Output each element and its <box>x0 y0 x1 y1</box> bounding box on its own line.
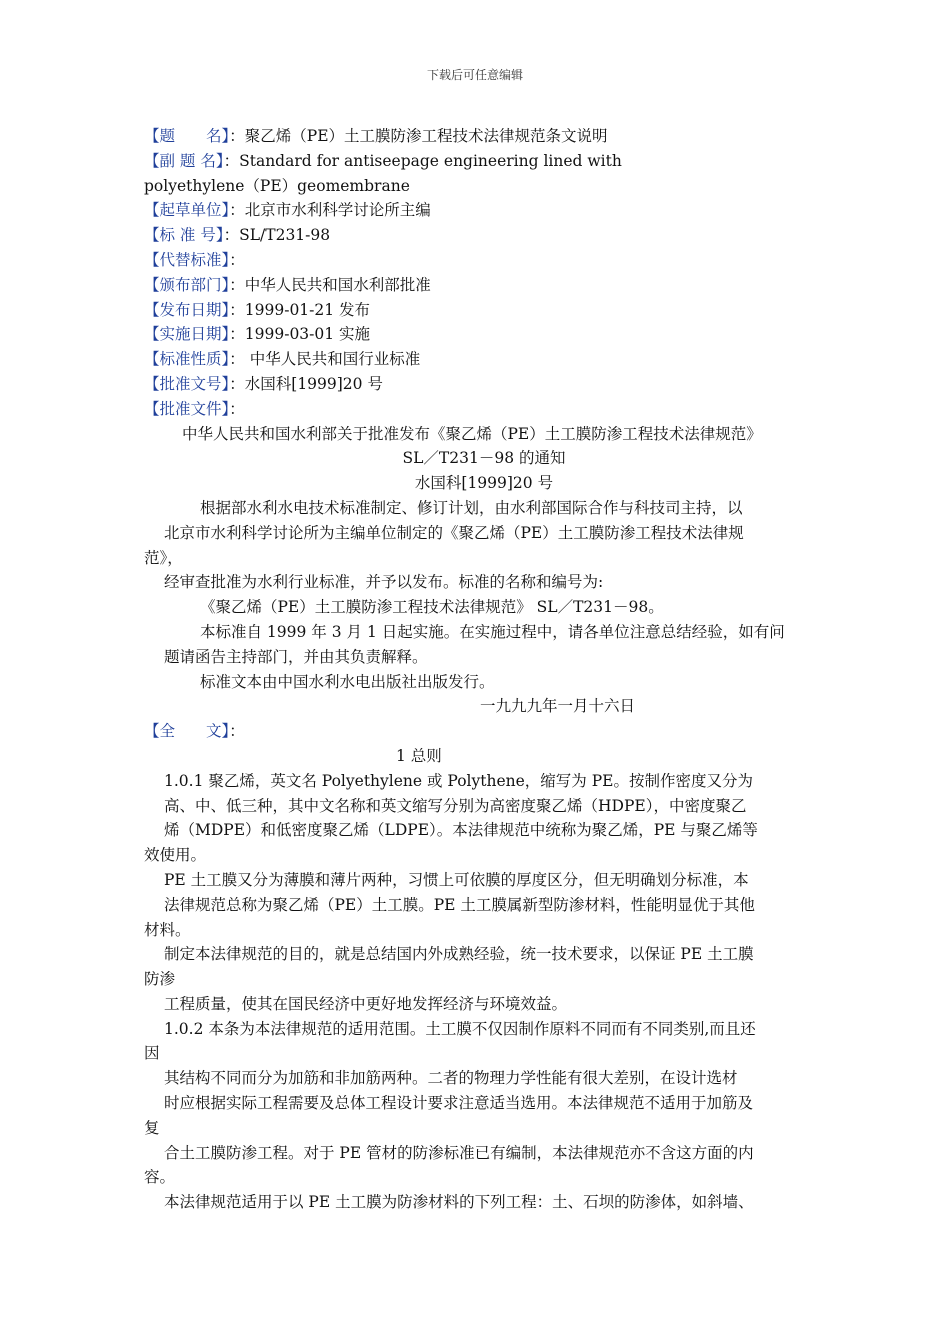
meta-subtitle-cont: polyethylene（PE）geomembrane <box>144 176 410 195</box>
notice-paragraph: 根据部水利水电技术标准制定、修订计划，由水利部国际合作与科技司主持，以 <box>200 498 743 517</box>
notice-title-line-2: SL／T231－98 的通知 <box>402 449 566 468</box>
meta-issuer-value: ：中华人民共和国水利部批准 <box>229 275 431 294</box>
body-line: 效使用。 <box>144 846 207 865</box>
meta-title-row <box>144 124 824 149</box>
body-line: 其结构不同而分为加筋和非加筋两种。二者的物理力学性能有很大差别，在设计选材 <box>164 1069 738 1088</box>
section-heading: 1 总则 <box>396 746 442 765</box>
notice-title-line-1: 中华人民共和国水利部关于批准发布《聚乙烯（PE）土工膜防渗工程技术法律规范》 <box>182 424 762 443</box>
meta-pub-key: 【发布日期】 <box>144 300 230 319</box>
meta-issuer-row <box>144 273 824 298</box>
notice-paragraph: 标准文本由中国水利水电出版社出版发行。 <box>200 672 495 691</box>
body-line: 合土工膜防渗工程。对于 PE 管材的防渗标准已有编制，本法律规范亦不含这方面的内 <box>164 1143 754 1162</box>
meta-std-no-value: ：SL/T231-98 <box>223 226 331 245</box>
body-line: 材料。 <box>144 920 191 939</box>
meta-replace-value: ： <box>229 250 245 269</box>
fulltext-row <box>144 719 824 744</box>
meta-approval-doc-row <box>144 397 824 422</box>
meta-drafter-row <box>144 198 824 223</box>
body-line: PE 土工膜又分为薄膜和薄片两种，习惯上可依膜的厚度区分，但无明确划分标准，本 <box>164 870 749 889</box>
body-line: 1.0.1 聚乙烯，英文名 Polyethylene 或 Polythene，缩写为 PE。按制作密度又分为 <box>164 771 753 790</box>
meta-subtitle-value: ：Standard for antiseepage engineering lined with <box>223 151 622 170</box>
notice-paragraph: 本标准自 1999 年 3 月 1 日起实施。在实施过程中，请各单位注意总结经验，如有问 <box>200 622 785 641</box>
body-line: 因 <box>144 1044 160 1063</box>
meta-replace-row <box>144 248 824 273</box>
meta-nature-value: ： 中华人民共和国行业标准 <box>229 350 421 369</box>
meta-impl-row <box>144 322 824 347</box>
body-line: 高、中、低三种，其中文名称和英文缩写分别为高密度聚乙烯（HDPE），中密度聚乙 <box>164 796 747 815</box>
meta-approval-no-value: ：水国科[1999]20 号 <box>229 374 383 393</box>
meta-pub-value: ：1999-01-21 发布 <box>229 300 371 319</box>
body-line: 烯（MDPE）和低密度聚乙烯（LDPE）。本法律规范中统称为聚乙烯，PE 与聚乙烯等 <box>164 821 758 840</box>
body-line: 时应根据实际工程需要及总体工程设计要求注意适当选用。本法律规范不适用于加筋及 <box>164 1094 754 1113</box>
meta-approval-doc-value: ： <box>229 399 245 418</box>
meta-nature-key: 【标准性质】 <box>144 350 230 369</box>
document-body <box>144 124 824 1215</box>
body-line: 复 <box>144 1118 160 1137</box>
notice-paragraph: 北京市水利科学讨论所为主编单位制定的《聚乙烯（PE）土工膜防渗工程技术法律规 <box>164 523 744 542</box>
meta-subtitle-key: 【副 题 名】 <box>144 151 224 170</box>
notice-reference: 水国科[1999]20 号 <box>414 474 554 493</box>
meta-title-value: ：聚乙烯（PE）土工膜防渗工程技术法律规范条文说明 <box>229 127 608 145</box>
meta-pub-row <box>144 298 824 323</box>
meta-approval-doc-key: 【批准文件】 <box>144 399 230 418</box>
meta-std-no-key: 【标 准 号】 <box>144 226 224 245</box>
meta-std-no-row <box>144 223 824 248</box>
meta-approval-no-row <box>144 372 824 397</box>
fulltext-key: 【全 文】 <box>144 722 230 741</box>
meta-subtitle-row <box>144 149 824 174</box>
meta-drafter-value: ：北京市水利科学讨论所主编 <box>229 201 431 220</box>
notice-date: 一九九九年一月十六日 <box>480 697 636 716</box>
meta-drafter-key: 【起草单位】 <box>144 201 230 220</box>
meta-impl-value: ：1999-03-01 实施 <box>229 325 371 344</box>
meta-title-key: 【题 名】 <box>144 127 230 145</box>
meta-impl-key: 【实施日期】 <box>144 325 230 344</box>
body-line: 制定本法律规范的目的，就是总结国内外成熟经验，统一技术要求，以保证 PE 土工膜 <box>164 945 754 964</box>
notice-paragraph: 题请函告主持部门，并由其负责解释。 <box>164 647 428 666</box>
page-header-note: 下载后可任意编辑 <box>426 68 523 82</box>
body-line: 法律规范总称为聚乙烯（PE）土工膜。PE 土工膜属新型防渗材料，性能明显优于其他 <box>164 895 755 914</box>
body-line: 防渗 <box>144 970 176 989</box>
body-line: 本法律规范适用于以 PE 土工膜为防渗材料的下列工程：土、石坝的防渗体，如斜墙、 <box>164 1193 754 1212</box>
meta-approval-no-key: 【批准文号】 <box>144 374 230 393</box>
body-line: 容。 <box>144 1168 176 1187</box>
meta-replace-key: 【代替标准】 <box>144 250 230 269</box>
body-line: 工程质量，使其在国民经济中更好地发挥经济与环境效益。 <box>164 994 568 1013</box>
notice-paragraph: 经审查批准为水利行业标准，并予以发布。标准的名称和编号为: <box>164 573 604 592</box>
notice-paragraph: 范》， <box>144 548 183 567</box>
meta-nature-row <box>144 347 824 372</box>
meta-issuer-key: 【颁布部门】 <box>144 275 230 294</box>
fulltext-value: ： <box>229 722 245 741</box>
body-line: 1.0.2 本条为本法律规范的适用范围。土工膜不仅因制作原料不同而有不同类别,而且还 <box>164 1019 756 1038</box>
notice-paragraph: 《聚乙烯（PE）土工膜防渗工程技术法律规范》 SL／T231－98。 <box>200 598 664 617</box>
